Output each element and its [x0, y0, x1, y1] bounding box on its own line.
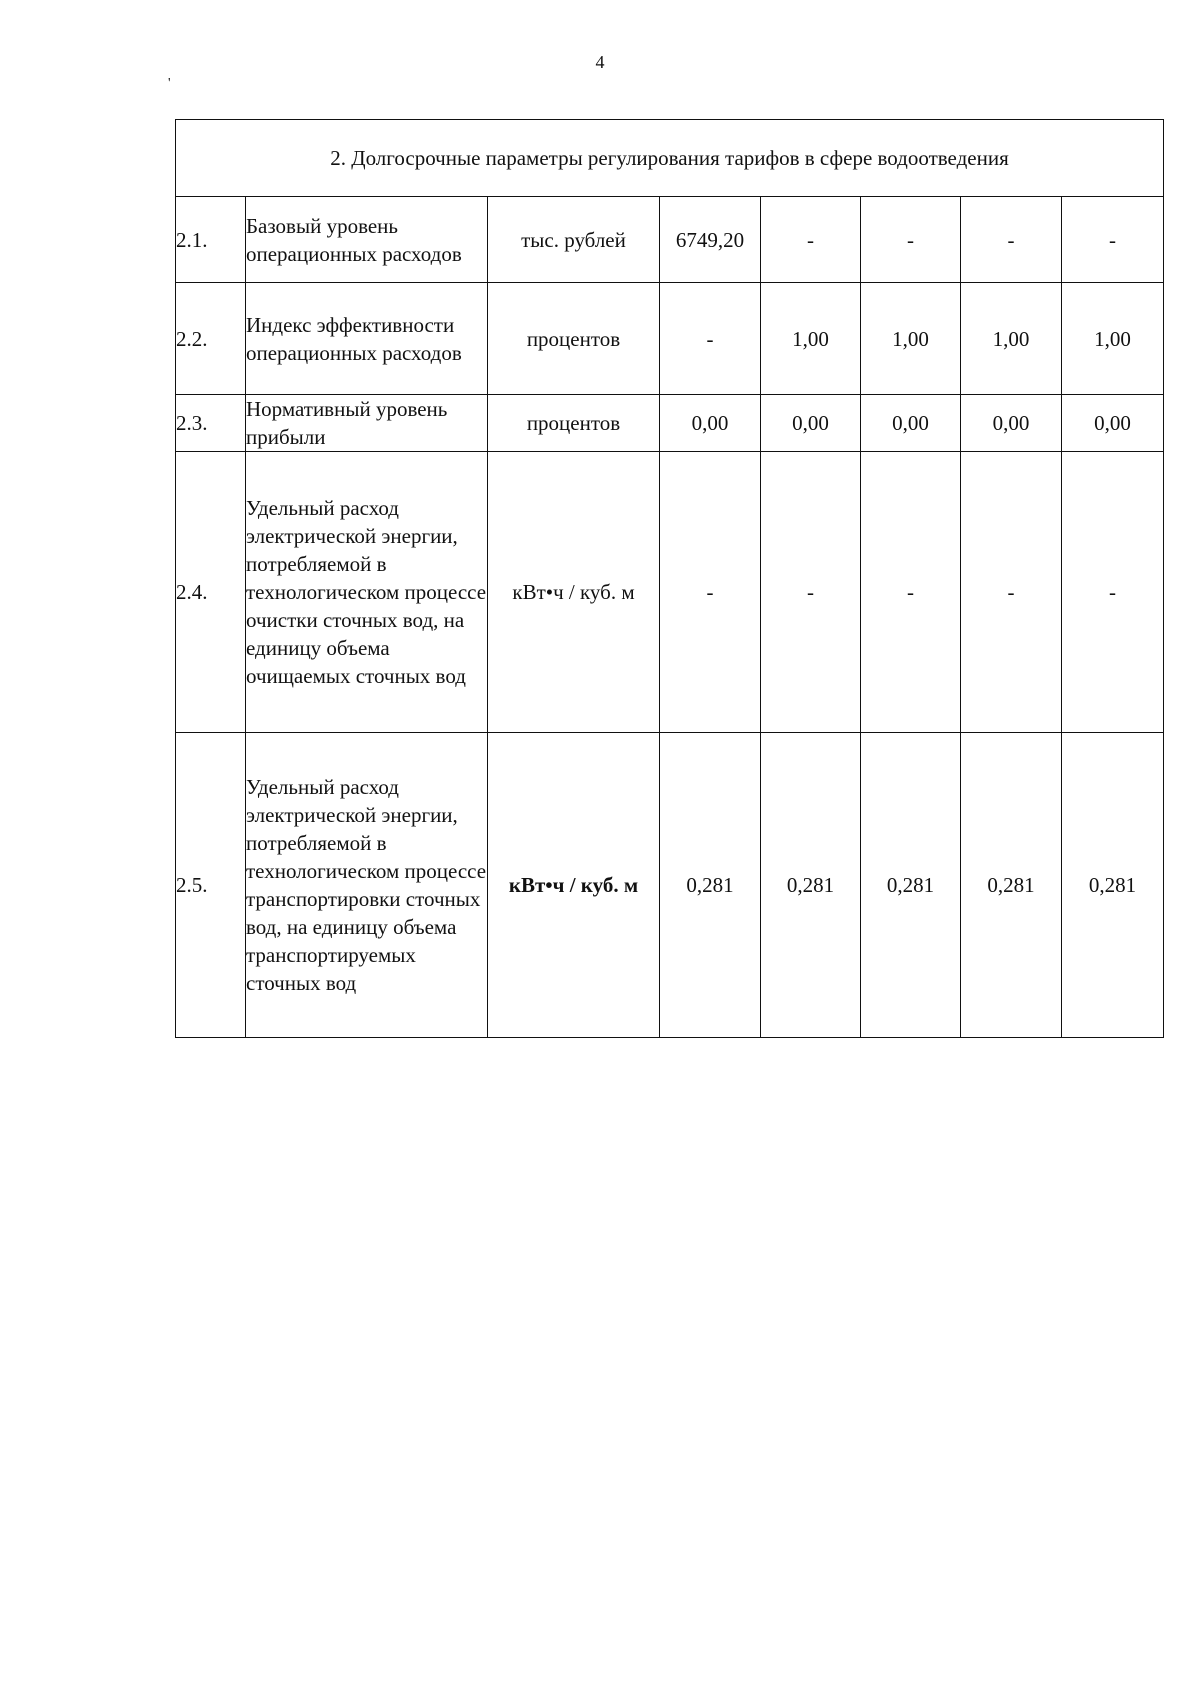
unit-cell: процентов [488, 283, 660, 395]
table-row [176, 395, 1164, 452]
value-cell: 0,281 [761, 733, 861, 1038]
page-number: 4 [595, 52, 605, 72]
value-cell: - [761, 197, 861, 283]
value-cell: 0,00 [961, 395, 1062, 452]
unit-cell: процентов [488, 395, 660, 452]
table-row [176, 197, 1164, 283]
value-cell: 1,00 [761, 283, 861, 395]
row-number: 2.4. [176, 452, 246, 733]
value-cell: - [861, 197, 961, 283]
parameter-name: Удельный расход электрической энергии, потребляемой в технологическом процессе очистки сточных вод, на единицу объема очищаемых сточных вод [246, 452, 488, 733]
value-cell: 6749,20 [660, 197, 761, 283]
value-cell: - [1062, 452, 1164, 733]
value-cell: - [660, 452, 761, 733]
value-cell: - [961, 197, 1062, 283]
value-cell: 1,00 [861, 283, 961, 395]
parameter-name: Индекс эффективности операционных расходов [246, 283, 488, 395]
table-heading-row [176, 120, 1164, 197]
scan-mark: ' [168, 76, 171, 91]
value-cell: 1,00 [1062, 283, 1164, 395]
value-cell: - [861, 452, 961, 733]
value-cell: - [761, 452, 861, 733]
parameter-name: Нормативный уровень прибыли [246, 395, 488, 452]
value-cell: - [961, 452, 1062, 733]
unit-cell: кВт•ч / куб. м [488, 452, 660, 733]
value-cell: 0,281 [1062, 733, 1164, 1038]
parameter-name: Удельный расход электрической энергии, потребляемой в технологическом процессе транспортировки сточных вод, на единицу объема транспортируемых сточных вод [246, 733, 488, 1038]
value-cell: 0,00 [861, 395, 961, 452]
unit-cell: тыс. рублей [488, 197, 660, 283]
row-number: 2.2. [176, 283, 246, 395]
row-number: 2.3. [176, 395, 246, 452]
table-row [176, 733, 1164, 1038]
value-cell: 0,281 [961, 733, 1062, 1038]
row-number: 2.1. [176, 197, 246, 283]
parameter-name: Базовый уровень операционных расходов [246, 197, 488, 283]
table-heading: 2. Долгосрочные параметры регулирования тарифов в сфере водоотведения [176, 120, 1164, 197]
value-cell: 0,00 [761, 395, 861, 452]
value-cell: - [660, 283, 761, 395]
row-number: 2.5. [176, 733, 246, 1038]
table-row [176, 452, 1164, 733]
table-row [176, 283, 1164, 395]
value-cell: 1,00 [961, 283, 1062, 395]
value-cell: - [1062, 197, 1164, 283]
unit-cell: кВт•ч / куб. м [488, 733, 660, 1038]
value-cell: 0,281 [861, 733, 961, 1038]
value-cell: 0,281 [660, 733, 761, 1038]
tariff-parameters-table [175, 119, 1164, 1038]
value-cell: 0,00 [660, 395, 761, 452]
value-cell: 0,00 [1062, 395, 1164, 452]
